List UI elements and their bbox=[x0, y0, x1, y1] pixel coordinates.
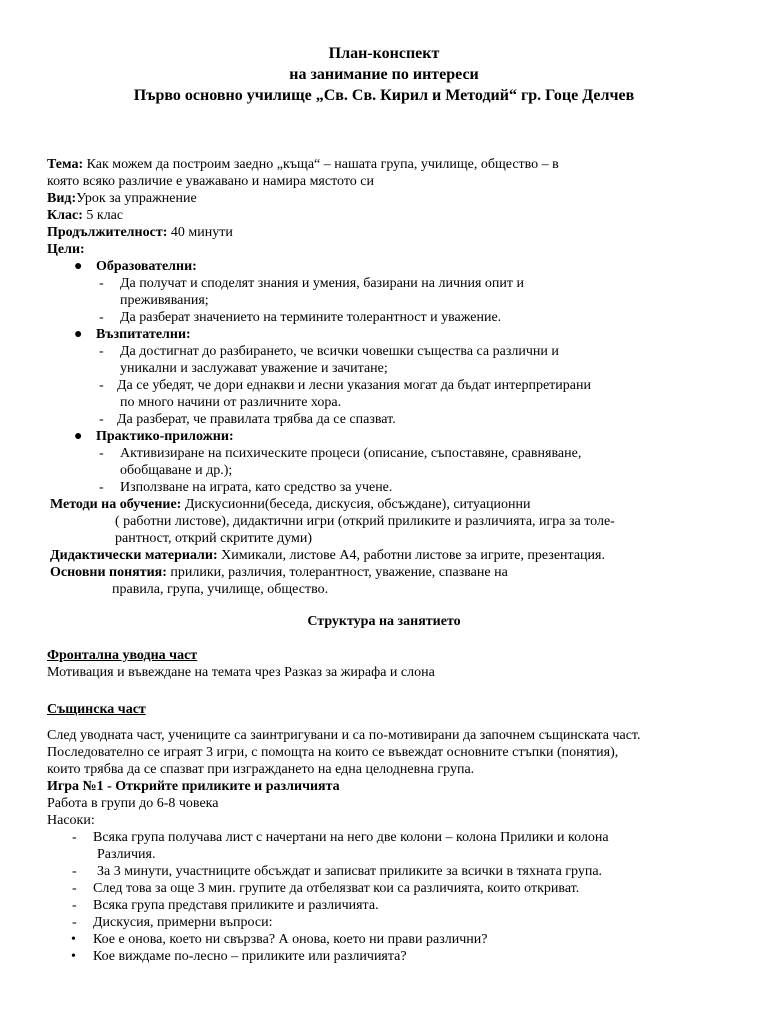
bullet-dot-icon: • bbox=[71, 949, 76, 964]
edu-goal-1: Да получат и споделят знания и умения, базирани на личния опит и bbox=[120, 276, 525, 291]
duration-value: 40 минути bbox=[167, 225, 233, 240]
topic-line-2: която всяко различие е уважавано и намира мястото си bbox=[47, 174, 374, 189]
tip-3: След това за още 3 мин. групите да отбелязват кои са различията, които откриват. bbox=[93, 881, 580, 896]
materials-line bbox=[50, 547, 605, 564]
main-text-2: Последователно се играят 3 игри, с помощта на които се въвеждат основните стъпки (понятия), bbox=[47, 745, 619, 760]
methods-line-3: рантност, открий скритите думи) bbox=[115, 531, 313, 546]
concepts-label: Основни понятия: bbox=[50, 565, 167, 580]
doc-title: План-конспект bbox=[328, 45, 440, 62]
bullet-dot-icon: • bbox=[71, 932, 76, 947]
methods-line bbox=[50, 496, 530, 513]
materials-label: Дидактически материали: bbox=[50, 548, 218, 563]
dash-icon: - bbox=[99, 412, 104, 427]
question-1: Кое е онова, което ни свързва? А онова, което ни прави различни? bbox=[93, 932, 488, 947]
dash-icon: - bbox=[72, 830, 77, 845]
methods-value: Дискусионни(беседа, дискусия, обсъждане), ситуационни bbox=[181, 497, 531, 512]
duration-line bbox=[47, 224, 233, 241]
concepts-line bbox=[50, 564, 508, 581]
school-name: Първо основно училище „Св. Св. Кирил и Методий“ гр. Гоце Делчев bbox=[133, 87, 635, 104]
topic-label: Тема: bbox=[47, 157, 84, 172]
duration-label: Продължителност: bbox=[47, 225, 168, 240]
class-line bbox=[47, 207, 123, 224]
main-text-3: които трябва да се спазват при изграждането на една целодневна група. bbox=[47, 762, 475, 777]
class-label: Клас: bbox=[47, 208, 83, 223]
structure-title: Структура на занятието bbox=[307, 614, 461, 629]
frontal-text: Мотивация и въвеждане на темата чрез Разказ за жирафа и слона bbox=[47, 665, 435, 680]
methods-label: Методи на обучение: bbox=[50, 497, 182, 512]
frontal-title: Фронтална уводна част bbox=[47, 648, 198, 663]
question-2: Кое виждаме по-лесно – приликите или различията? bbox=[93, 949, 407, 964]
edu-goals-title: Образователни: bbox=[96, 259, 197, 274]
prac-goal-1-cont: обобщаване и др.); bbox=[120, 463, 233, 478]
nurt-goals-title: Възпитателни: bbox=[96, 327, 191, 342]
edu-goal-1-cont: преживявания; bbox=[120, 293, 209, 308]
dash-icon: - bbox=[99, 276, 104, 291]
tip-5: Дискусия, примерни въпроси: bbox=[93, 915, 273, 930]
dash-icon: - bbox=[72, 915, 77, 930]
concepts-line-2: правила, група, училище, общество. bbox=[112, 582, 329, 597]
type-line bbox=[47, 190, 197, 207]
nurt-goal-2: Да се убедят, че дори еднакви и лесни указания могат да бъдат интерпретирани bbox=[117, 378, 591, 393]
type-value: Урок за упражнение bbox=[76, 191, 197, 206]
prac-goal-2: Използване на играта, като средство за учене. bbox=[120, 480, 393, 495]
doc-subtitle: на занимание по интереси bbox=[289, 66, 479, 83]
concepts-value: прилики, различия, толерантност, уважение, спазване на bbox=[166, 565, 508, 580]
nurt-goal-1-cont: уникални и заслужават уважение и зачитане; bbox=[120, 361, 388, 376]
dash-icon: - bbox=[99, 310, 104, 325]
topic-text: Как можем да построим заедно „къща“ – нашата група, училище, общество – в bbox=[83, 157, 559, 172]
dash-icon: - bbox=[99, 378, 104, 393]
tip-4: Всяка група представя приликите и различията. bbox=[93, 898, 379, 913]
tip-1: Всяка група получава лист с начертани на него две колони – колона Прилики и колона bbox=[93, 830, 609, 845]
prac-goals-title: Практико-приложни: bbox=[96, 429, 234, 444]
dash-icon: - bbox=[99, 446, 104, 461]
bullet-dot-icon: ● bbox=[74, 259, 83, 274]
methods-line-2: ( работни листове), дидактични игри (открий приликите и различията, игра за толе- bbox=[115, 514, 615, 529]
topic-line bbox=[47, 156, 559, 173]
dash-icon: - bbox=[72, 864, 77, 879]
bullet-dot-icon: ● bbox=[74, 327, 83, 342]
prac-goal-1: Активизиране на психическите процеси (описание, съпоставяне, сравняване, bbox=[120, 446, 582, 461]
tip-1-cont: Различия. bbox=[97, 847, 156, 862]
tip-2: За 3 минути, участниците обсъждат и записват приликите за всички в тяхната група. bbox=[97, 864, 603, 879]
dash-icon: - bbox=[99, 480, 104, 495]
main-title: Същинска част bbox=[47, 702, 146, 717]
type-label: Вид: bbox=[47, 191, 77, 206]
goals-label: Цели: bbox=[47, 242, 85, 257]
edu-goal-2: Да разберат значението на термините толерантност и уважение. bbox=[120, 310, 502, 325]
main-text-1: След уводната част, учениците са заинтригувани и са по-мотивирани да започнем същинската част. bbox=[47, 728, 641, 743]
dash-icon: - bbox=[99, 344, 104, 359]
dash-icon: - bbox=[72, 881, 77, 896]
dash-icon: - bbox=[72, 898, 77, 913]
game1-group: Работа в групи до 6-8 човека bbox=[47, 796, 219, 811]
class-value: 5 клас bbox=[82, 208, 124, 223]
nurt-goal-1: Да достигнат до разбирането, че всички човешки същества са различни и bbox=[120, 344, 559, 359]
game1-tips-label: Насоки: bbox=[47, 813, 95, 828]
nurt-goal-3: Да разберат, че правилата трябва да се спазват. bbox=[117, 412, 396, 427]
materials-value: Химикали, листове А4, работни листове за игрите, презентация. bbox=[217, 548, 605, 563]
game1-title: Игра №1 - Открийте приликите и различията bbox=[47, 779, 340, 794]
nurt-goal-2-cont: по много начини от различните хора. bbox=[120, 395, 342, 410]
bullet-dot-icon: ● bbox=[74, 429, 83, 444]
